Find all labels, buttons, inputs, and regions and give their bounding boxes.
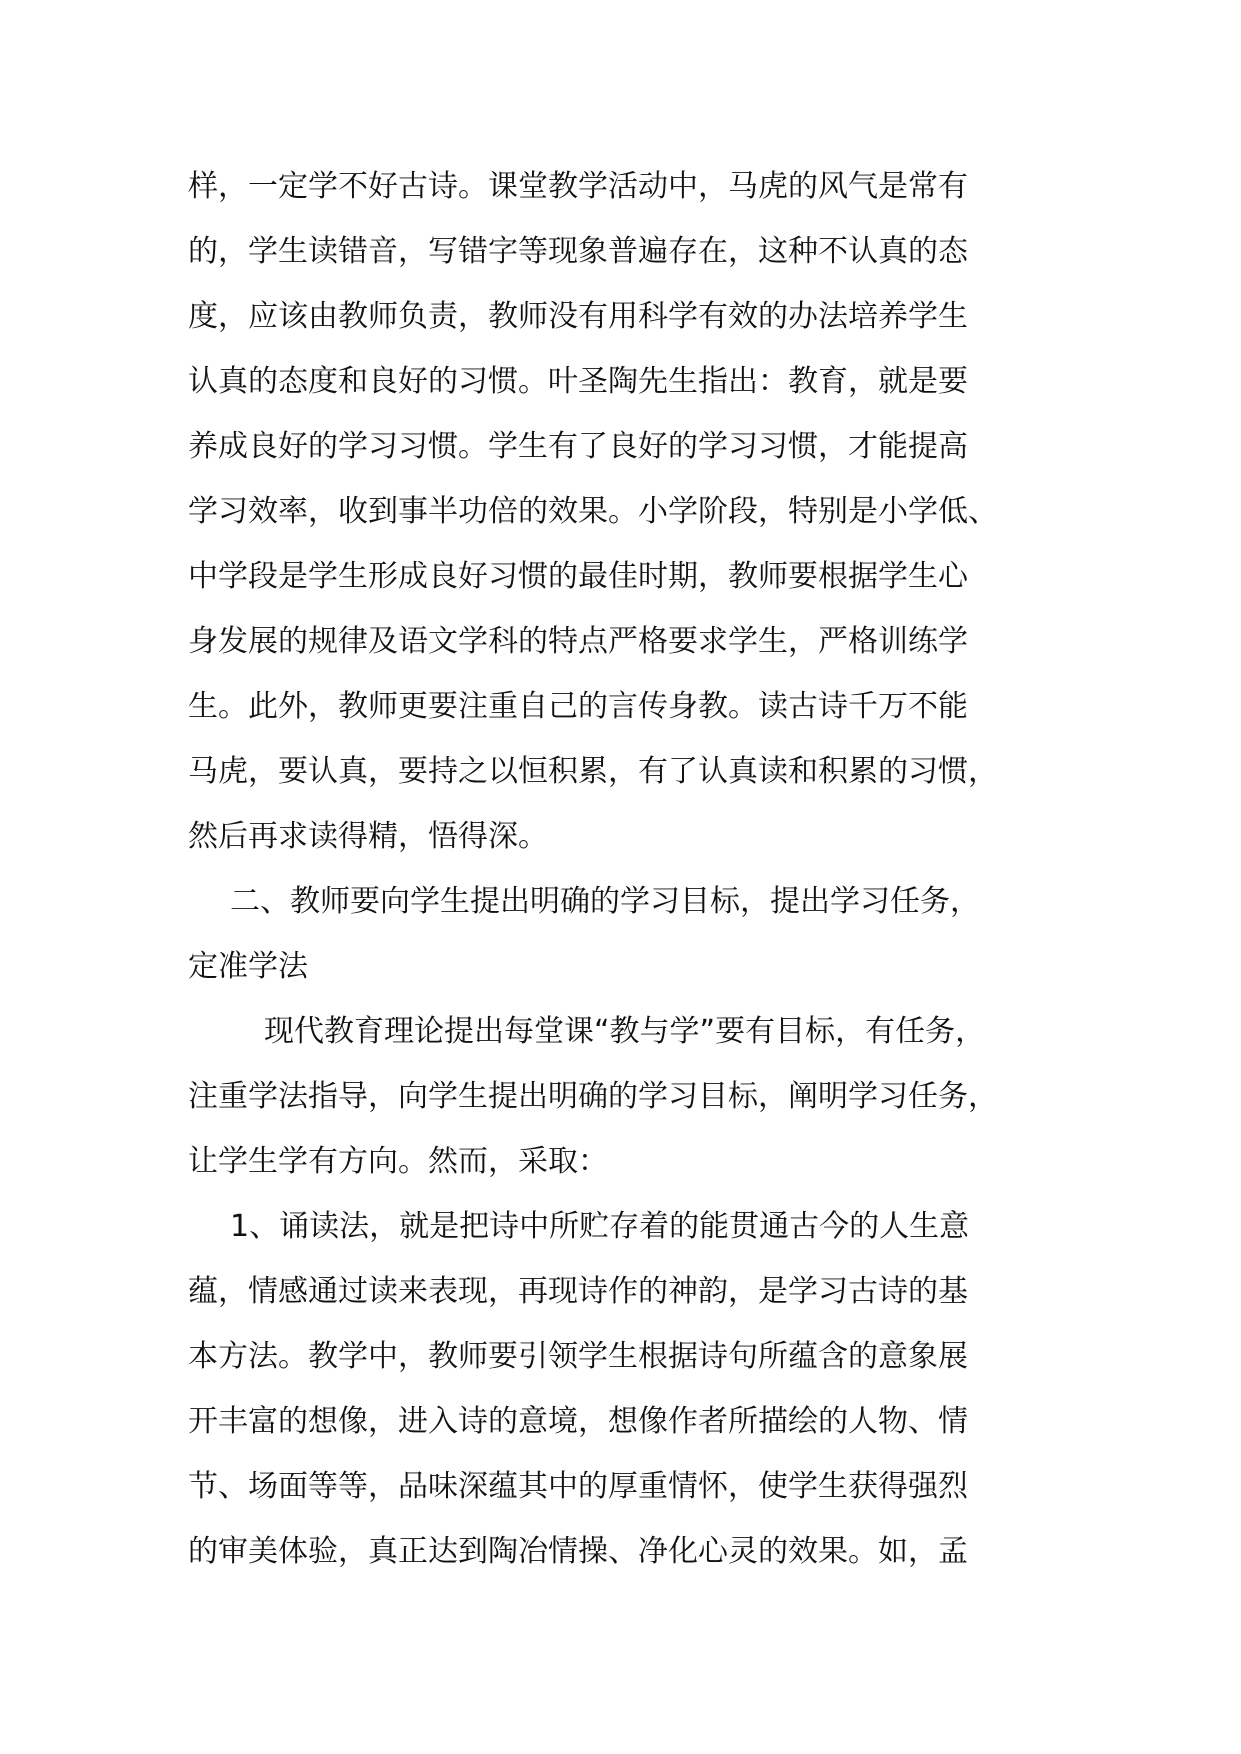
text-line: 蕴，情感通过读来表现，再现诗作的神韵，是学习古诗的基 xyxy=(188,1274,968,1309)
text-line: 注重学法指导，向学生提出明确的学习目标，阐明学习任务， xyxy=(188,1079,998,1114)
text-line: 样，一定学不好古诗。课堂教学活动中，马虎的风气是常有 xyxy=(188,169,968,204)
text-line: 本方法。教学中，教师要引领学生根据诗句所蕴含的意象展 xyxy=(188,1339,968,1374)
section-heading: 二、教师要向学生提出明确的学习目标，提出学习任务， xyxy=(230,884,980,919)
text-line: 开丰富的想像，进入诗的意境，想像作者所描绘的人物、情 xyxy=(188,1404,968,1439)
text-line: 然后再求读得精，悟得深。 xyxy=(188,819,548,854)
text-line: 养成良好的学习习惯。学生有了良好的学习习惯，才能提高 xyxy=(188,429,968,464)
text-line: 身发展的规律及语文学科的特点严格要求学生，严格训练学 xyxy=(188,624,968,659)
text-line: 度，应该由教师负责，教师没有用科学有效的办法培养学生 xyxy=(188,299,968,334)
text-line: 现代教育理论提出每堂课“教与学”要有目标，有任务， xyxy=(264,1014,986,1049)
text-line: 的，学生读错音，写错字等现象普遍存在，这种不认真的态 xyxy=(188,234,968,269)
text-line: 马虎，要认真，要持之以恒积累，有了认真读和积累的习惯， xyxy=(188,754,998,789)
list-item-heading: 1、诵读法，就是把诗中所贮存着的能贯通古今的人生意 xyxy=(230,1209,970,1244)
body-text xyxy=(188,154,1068,1584)
text-line: 节、场面等等，品味深蕴其中的厚重情怀，使学生获得强烈 xyxy=(188,1469,968,1504)
text-line: 让学生学有方向。然而，采取： xyxy=(188,1144,608,1179)
section-heading-continued: 定准学法 xyxy=(188,949,308,984)
text-line: 认真的态度和良好的习惯。叶圣陶先生指出：教育，就是要 xyxy=(188,364,968,399)
text-line: 生。此外，教师更要注重自己的言传身教。读古诗千万不能 xyxy=(188,689,968,724)
text-line: 的审美体验，真正达到陶冶情操、净化心灵的效果。如，孟 xyxy=(188,1534,968,1569)
text-line: 中学段是学生形成良好习惯的最佳时期，教师要根据学生心 xyxy=(188,559,968,594)
text-line: 学习效率，收到事半功倍的效果。小学阶段，特别是小学低、 xyxy=(188,494,998,529)
